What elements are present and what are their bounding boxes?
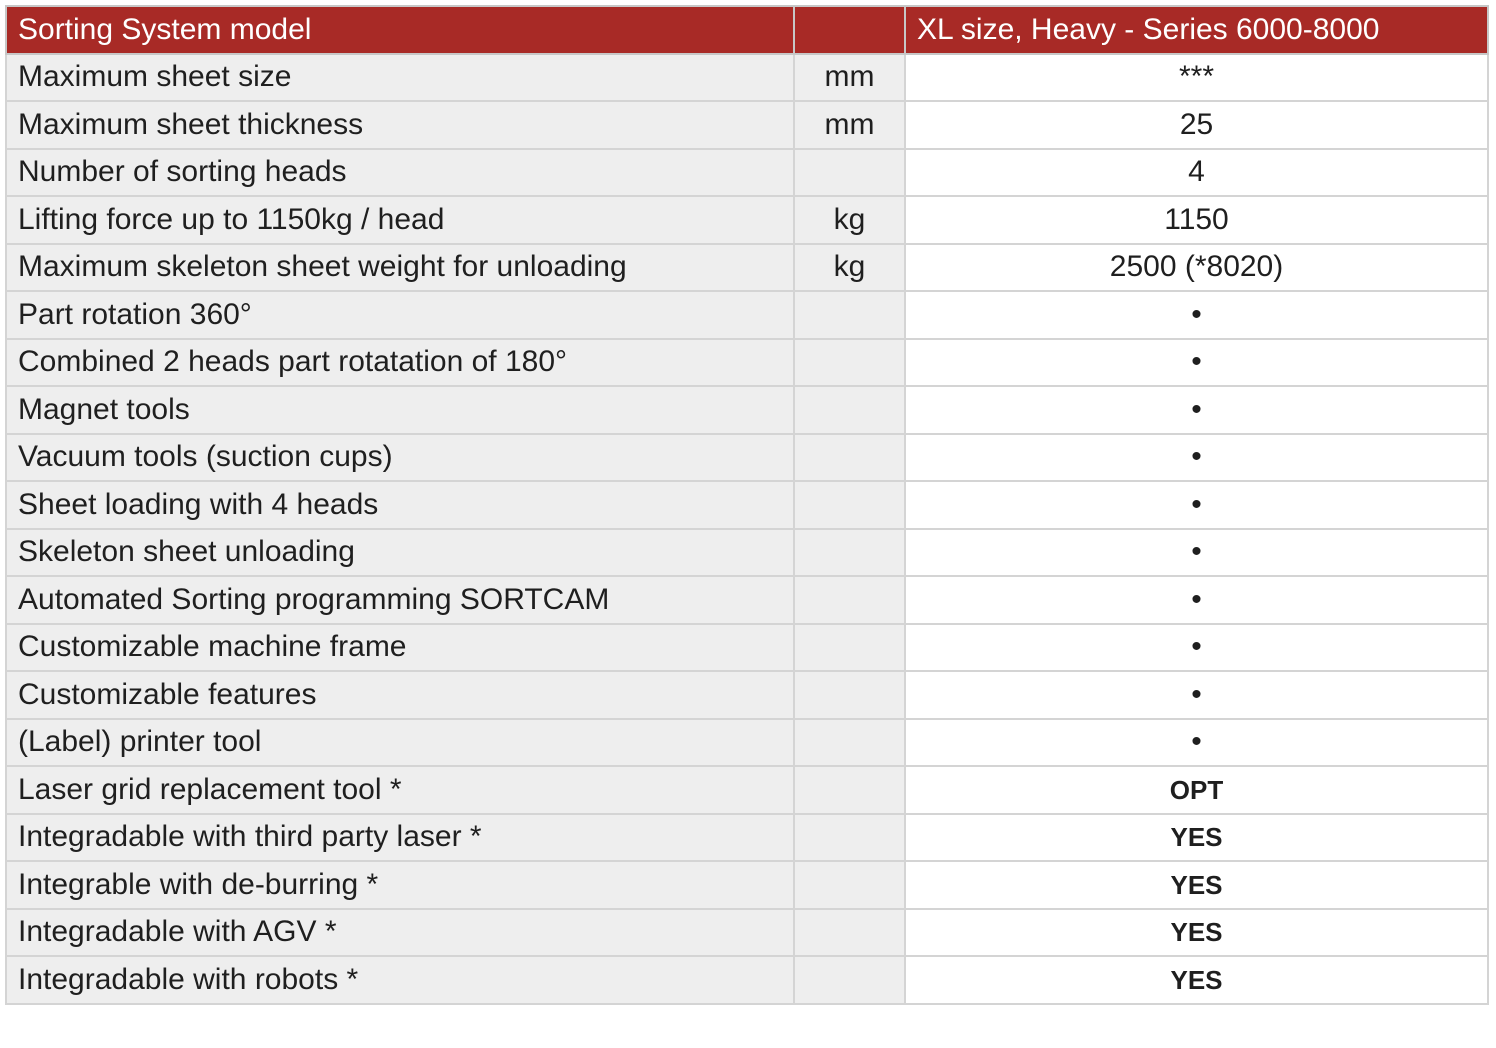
row-value: • (905, 481, 1488, 529)
row-label: Skeleton sheet unloading (6, 529, 794, 577)
row-label: Maximum sheet thickness (6, 101, 794, 149)
table-row (6, 434, 1488, 482)
row-label: Laser grid replacement tool * (6, 766, 794, 814)
table-row (6, 909, 1488, 957)
row-label: Magnet tools (6, 386, 794, 434)
row-value: 2500 (*8020) (905, 244, 1488, 292)
row-value: YES (905, 956, 1488, 1004)
row-value: YES (905, 909, 1488, 957)
row-value: • (905, 719, 1488, 767)
row-unit (794, 719, 905, 767)
row-value: • (905, 624, 1488, 672)
row-unit: kg (794, 244, 905, 292)
table-row (6, 481, 1488, 529)
row-unit (794, 386, 905, 434)
table-row (6, 861, 1488, 909)
row-value: OPT (905, 766, 1488, 814)
row-label: Integrable with de-burring * (6, 861, 794, 909)
row-value: • (905, 339, 1488, 387)
table-row (6, 624, 1488, 672)
row-value: • (905, 529, 1488, 577)
row-label: Combined 2 heads part rotatation of 180° (6, 339, 794, 387)
table-row (6, 101, 1488, 149)
row-unit (794, 766, 905, 814)
row-value: 4 (905, 149, 1488, 197)
table-row (6, 291, 1488, 339)
row-value: • (905, 291, 1488, 339)
row-unit (794, 956, 905, 1004)
row-label: Integradable with AGV * (6, 909, 794, 957)
table-row (6, 814, 1488, 862)
row-unit (794, 529, 905, 577)
row-unit (794, 434, 905, 482)
row-label: Integradable with robots * (6, 956, 794, 1004)
row-value: 1150 (905, 196, 1488, 244)
row-label: Customizable machine frame (6, 624, 794, 672)
row-label: Number of sorting heads (6, 149, 794, 197)
row-unit: mm (794, 101, 905, 149)
table-row (6, 766, 1488, 814)
table-row (6, 671, 1488, 719)
row-unit (794, 291, 905, 339)
table-row (6, 244, 1488, 292)
row-value: YES (905, 861, 1488, 909)
row-label: Automated Sorting programming SORTCAM (6, 576, 794, 624)
header-row (6, 6, 1488, 54)
row-unit (794, 861, 905, 909)
row-label: Maximum sheet size (6, 54, 794, 102)
row-label: Part rotation 360° (6, 291, 794, 339)
row-unit: mm (794, 54, 905, 102)
header-model-label: Sorting System model (6, 6, 794, 54)
table-row (6, 576, 1488, 624)
row-label: Lifting force up to 1150kg / head (6, 196, 794, 244)
table-row (6, 339, 1488, 387)
row-unit (794, 481, 905, 529)
table-row (6, 386, 1488, 434)
row-unit (794, 339, 905, 387)
row-value: 25 (905, 101, 1488, 149)
table-row (6, 719, 1488, 767)
row-value: • (905, 386, 1488, 434)
row-label: Vacuum tools (suction cups) (6, 434, 794, 482)
table-row (6, 529, 1488, 577)
table-row (6, 149, 1488, 197)
row-value: *** (905, 54, 1488, 102)
row-value: • (905, 434, 1488, 482)
spec-table-body (6, 6, 1488, 1004)
row-unit (794, 909, 905, 957)
spec-table (5, 5, 1489, 1005)
table-row (6, 196, 1488, 244)
row-unit (794, 624, 905, 672)
row-label: Sheet loading with 4 heads (6, 481, 794, 529)
row-value: YES (905, 814, 1488, 862)
row-value: • (905, 576, 1488, 624)
table-row (6, 956, 1488, 1004)
table-row (6, 54, 1488, 102)
header-series-label: XL size, Heavy - Series 6000-8000 (905, 6, 1488, 54)
row-label: Customizable features (6, 671, 794, 719)
row-unit: kg (794, 196, 905, 244)
row-unit (794, 671, 905, 719)
row-unit (794, 576, 905, 624)
row-label: Integradable with third party laser * (6, 814, 794, 862)
header-unit-label (794, 6, 905, 54)
row-label: (Label) printer tool (6, 719, 794, 767)
row-unit (794, 814, 905, 862)
row-label: Maximum skeleton sheet weight for unloading (6, 244, 794, 292)
row-unit (794, 149, 905, 197)
row-value: • (905, 671, 1488, 719)
